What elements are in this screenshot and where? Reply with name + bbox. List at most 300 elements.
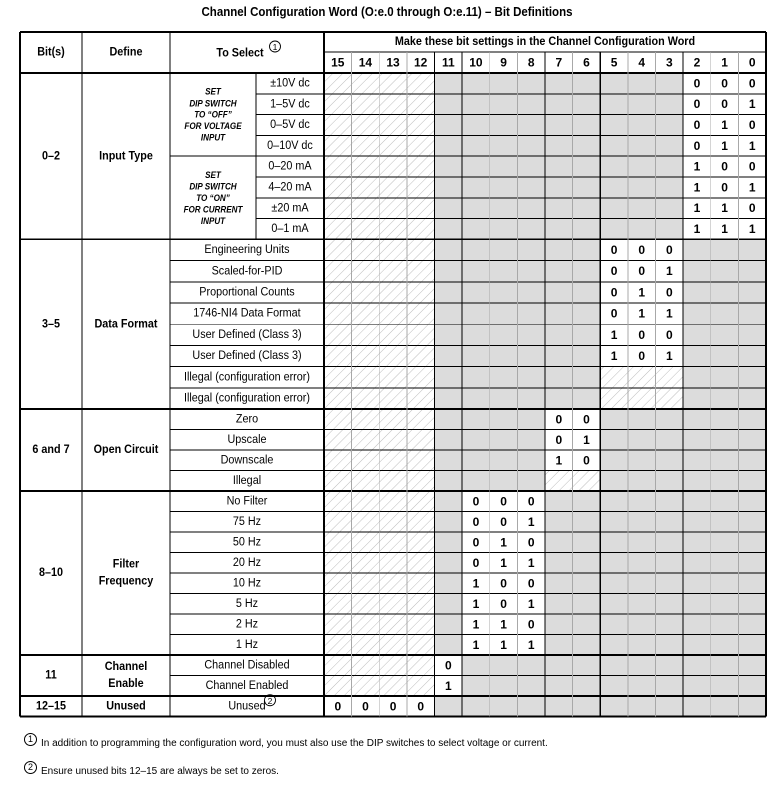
option-label: Scaled-for-PID: [211, 264, 283, 278]
bit-cell-fill: [435, 94, 463, 115]
option-label: No Filter: [226, 494, 268, 508]
bit-cell-fill: [683, 324, 711, 345]
option-label: ±10V dc: [270, 77, 310, 90]
bit-cell-fill: [628, 676, 656, 697]
bit-cell-fill: [517, 198, 545, 219]
bit-cell-fill: [352, 135, 380, 156]
bit-cell-fill: [407, 239, 435, 260]
bit-cell-fill: [600, 73, 628, 94]
bit-cell-fill: [324, 345, 352, 366]
bit-cell-fill: [656, 367, 684, 388]
bit-cell-fill: [379, 471, 407, 492]
bit-cell-fill: [656, 156, 684, 177]
group-define-label: Frequency: [98, 575, 154, 588]
header-bits: Bit(s): [37, 46, 65, 59]
bit-cell-fill: [683, 282, 711, 303]
dip-switch-note: FOR CURRENT: [183, 204, 243, 215]
bit-value: 1: [555, 453, 563, 468]
option-label: 10 Hz: [232, 576, 262, 590]
header-bit-number: 15: [331, 55, 345, 70]
bit-cell-fill: [352, 303, 380, 324]
bit-cell-fill: [711, 282, 739, 303]
bit-cell-fill: [517, 156, 545, 177]
bit-cell-fill: [683, 696, 711, 717]
bit-cell-fill: [628, 696, 656, 717]
bit-cell-fill: [435, 696, 463, 717]
bit-cell-fill: [517, 345, 545, 366]
bit-cell-fill: [517, 676, 545, 697]
bit-cell-fill: [573, 115, 601, 136]
group-bits-label: 12–15: [35, 699, 67, 713]
bit-cell-fill: [352, 282, 380, 303]
bit-cell-fill: [656, 676, 684, 697]
bit-cell-fill: [324, 430, 352, 451]
bit-cell-fill: [324, 261, 352, 282]
bit-cell-fill: [407, 219, 435, 240]
bit-cell-fill: [352, 73, 380, 94]
bit-value: 0: [693, 138, 701, 153]
bit-value: 0: [500, 514, 507, 529]
bit-cell-fill: [462, 282, 490, 303]
bit-cell-fill: [435, 177, 463, 198]
bit-cell-fill: [352, 573, 380, 594]
bit-cell-fill: [738, 553, 766, 574]
bit-cell-fill: [462, 94, 490, 115]
bit-cell-fill: [656, 573, 684, 594]
bit-value: 0: [610, 285, 618, 300]
bit-cell-fill: [352, 324, 380, 345]
bit-cell-fill: [573, 512, 601, 533]
bit-cell-fill: [545, 177, 573, 198]
bit-cell-fill: [656, 94, 684, 115]
bit-value: 0: [500, 576, 507, 591]
bit-cell-fill: [352, 635, 380, 656]
bit-cell-fill: [711, 532, 739, 553]
bit-cell-fill: [738, 532, 766, 553]
bit-cell-fill: [656, 532, 684, 553]
option-label: 4–20 mA: [268, 181, 312, 194]
bit-cell-fill: [628, 135, 656, 156]
bit-cell-fill: [462, 430, 490, 451]
bit-cell-fill: [324, 635, 352, 656]
bit-cell-fill: [407, 450, 435, 471]
bit-value: 1: [693, 222, 701, 236]
bit-cell-fill: [628, 573, 656, 594]
dip-switch-note: INPUT: [200, 215, 226, 227]
bit-cell-fill: [462, 696, 490, 717]
bit-cell-fill: [683, 430, 711, 451]
bit-cell-fill: [435, 73, 463, 94]
bit-value: 1: [721, 138, 728, 153]
option-label: Channel Disabled: [204, 658, 290, 672]
header-to-select: To Select: [216, 47, 264, 60]
header-bit-number: 10: [469, 55, 483, 70]
bit-cell-fill: [711, 388, 739, 409]
option-label: Proportional Counts: [199, 286, 295, 299]
bit-cell-fill: [324, 450, 352, 471]
bit-value: 0: [555, 432, 563, 447]
bit-cell-fill: [462, 409, 490, 430]
option-label: 1746-NI4 Data Format: [193, 307, 301, 320]
bit-cell-fill: [379, 177, 407, 198]
bit-cell-fill: [573, 73, 601, 94]
bit-cell-fill: [545, 115, 573, 136]
bit-cell-fill: [379, 614, 407, 635]
bit-cell-fill: [462, 303, 490, 324]
bit-cell-fill: [738, 239, 766, 260]
bit-cell-fill: [352, 94, 380, 115]
option-label: ±20 mA: [271, 201, 309, 215]
bit-cell-fill: [407, 553, 435, 574]
bit-cell-fill: [407, 177, 435, 198]
bit-cell-fill: [656, 73, 684, 94]
bit-cell-fill: [738, 282, 766, 303]
bit-value: 1: [748, 97, 756, 112]
bit-cell-fill: [738, 324, 766, 345]
bit-cell-fill: [600, 198, 628, 219]
bit-cell-fill: [517, 282, 545, 303]
bit-cell-fill: [435, 282, 463, 303]
bit-value: 0: [417, 699, 425, 714]
bit-cell-fill: [711, 345, 739, 366]
bit-cell-fill: [600, 409, 628, 430]
bit-cell-fill: [435, 198, 463, 219]
header-bit-number: 12: [414, 55, 428, 70]
bit-cell-fill: [738, 303, 766, 324]
option-label: 1 Hz: [235, 638, 259, 652]
bit-cell-fill: [490, 156, 518, 177]
bit-cell-fill: [462, 367, 490, 388]
bit-cell-fill: [517, 655, 545, 676]
bit-cell-fill: [628, 635, 656, 656]
bit-cell-fill: [352, 614, 380, 635]
bit-cell-fill: [545, 512, 573, 533]
bit-cell-fill: [600, 450, 628, 471]
bit-cell-fill: [490, 73, 518, 94]
bit-cell-fill: [545, 553, 573, 574]
note-marker-1: 1: [272, 42, 278, 52]
bit-cell-fill: [711, 261, 739, 282]
bit-cell-fill: [324, 491, 352, 512]
bit-cell-fill: [379, 135, 407, 156]
header-bit-number: 2: [693, 55, 701, 70]
bit-cell-fill: [711, 594, 739, 615]
header-define: Define: [109, 46, 143, 59]
bit-cell-fill: [407, 135, 435, 156]
bit-cell-fill: [517, 450, 545, 471]
bit-cell-fill: [738, 345, 766, 366]
bit-cell-fill: [600, 573, 628, 594]
bit-cell-fill: [517, 73, 545, 94]
bit-cell-fill: [573, 635, 601, 656]
footnote-1: [26, 734, 548, 750]
header-bit-number: 1: [721, 55, 728, 70]
bit-cell-fill: [656, 177, 684, 198]
group-bits-label: 0–2: [41, 149, 61, 163]
bit-cell-fill: [435, 303, 463, 324]
bit-cell-fill: [407, 198, 435, 219]
group-define-label: Open Circuit: [93, 443, 159, 457]
bit-value: 1: [721, 118, 728, 132]
bit-cell-fill: [490, 198, 518, 219]
option-label: User Defined (Class 3): [192, 349, 302, 363]
bit-cell-fill: [656, 512, 684, 533]
bit-cell-fill: [545, 471, 573, 492]
option-label: Illegal (configuration error): [184, 370, 310, 384]
bit-value: 1: [638, 306, 646, 321]
dip-switch-note: SET: [205, 86, 221, 97]
bit-cell-fill: [462, 676, 490, 697]
bit-cell-fill: [656, 430, 684, 451]
bit-cell-fill: [379, 324, 407, 345]
bit-value: 0: [693, 97, 701, 112]
bit-value: 0: [638, 349, 646, 363]
bit-cell-fill: [379, 156, 407, 177]
bit-cell-fill: [628, 430, 656, 451]
option-label: User Defined (Class 3): [192, 328, 302, 342]
bit-value: 1: [693, 180, 701, 195]
bit-cell-fill: [628, 450, 656, 471]
bit-cell-fill: [656, 219, 684, 240]
bit-cell-fill: [628, 512, 656, 533]
bit-cell-fill: [711, 614, 739, 635]
bit-cell-fill: [379, 512, 407, 533]
bit-cell-fill: [435, 553, 463, 574]
bit-cell-fill: [379, 282, 407, 303]
bit-cell-fill: [656, 471, 684, 492]
option-label: Unused: [228, 699, 266, 713]
header-bit-number: 7: [555, 55, 563, 70]
bit-cell-fill: [352, 553, 380, 574]
bit-cell-fill: [738, 388, 766, 409]
bit-cell-fill: [600, 471, 628, 492]
bit-cell-fill: [600, 388, 628, 409]
bit-cell-fill: [683, 573, 711, 594]
bit-cell-fill: [545, 532, 573, 553]
bit-cell-fill: [435, 156, 463, 177]
bit-value: 0: [748, 159, 756, 174]
bit-cell-fill: [324, 282, 352, 303]
bit-cell-fill: [683, 532, 711, 553]
bit-cell-fill: [407, 156, 435, 177]
bit-cell-fill: [352, 219, 380, 240]
bit-cell-fill: [352, 367, 380, 388]
bit-value: 0: [693, 118, 701, 132]
bit-cell-fill: [352, 115, 380, 136]
bit-cell-fill: [738, 676, 766, 697]
bit-cell-fill: [462, 177, 490, 198]
bit-cell-fill: [573, 177, 601, 198]
bit-cell-fill: [490, 655, 518, 676]
bit-cell-fill: [711, 471, 739, 492]
bit-cell-fill: [517, 94, 545, 115]
bit-cell-fill: [683, 409, 711, 430]
bit-value: 1: [527, 514, 535, 529]
bit-value: 0: [721, 76, 728, 91]
bit-cell-fill: [628, 614, 656, 635]
bit-cell-fill: [600, 367, 628, 388]
bit-cell-fill: [738, 491, 766, 512]
bit-cell-fill: [324, 73, 352, 94]
bit-cell-fill: [545, 594, 573, 615]
bit-cell-fill: [435, 594, 463, 615]
bit-cell-fill: [435, 450, 463, 471]
bit-cell-fill: [517, 239, 545, 260]
bit-value: 0: [610, 243, 618, 257]
bit-value: 1: [472, 637, 480, 652]
bit-cell-fill: [517, 696, 545, 717]
bit-value: 1: [610, 327, 618, 342]
bit-value: 0: [693, 76, 701, 91]
bit-value: 0: [472, 514, 480, 529]
bit-cell-fill: [573, 135, 601, 156]
bit-cell-fill: [600, 177, 628, 198]
bit-cell-fill: [683, 303, 711, 324]
group-define-label: Filter: [112, 558, 140, 571]
bit-cell-fill: [711, 573, 739, 594]
bit-cell-fill: [628, 491, 656, 512]
option-label: Illegal: [232, 474, 262, 488]
bit-cell-fill: [407, 491, 435, 512]
bit-cell-fill: [573, 94, 601, 115]
bit-cell-fill: [656, 450, 684, 471]
bit-cell-fill: [435, 614, 463, 635]
bit-value: 1: [693, 201, 701, 216]
bit-cell-fill: [379, 553, 407, 574]
bit-cell-fill: [490, 430, 518, 451]
bit-cell-fill: [490, 239, 518, 260]
bit-cell-fill: [435, 409, 463, 430]
bit-cell-fill: [407, 471, 435, 492]
bit-cell-fill: [683, 471, 711, 492]
bit-cell-fill: [628, 594, 656, 615]
bit-value: 0: [527, 617, 535, 632]
bit-cell-fill: [379, 676, 407, 697]
bit-value: 0: [472, 555, 480, 570]
bit-cell-fill: [628, 198, 656, 219]
bit-cell-fill: [656, 614, 684, 635]
bit-cell-fill: [545, 282, 573, 303]
bit-cell-fill: [435, 430, 463, 451]
bit-cell-fill: [490, 282, 518, 303]
bit-cell-fill: [407, 282, 435, 303]
footnote-marker: 1: [24, 733, 37, 746]
bit-cell-fill: [738, 614, 766, 635]
bit-cell-fill: [683, 676, 711, 697]
bit-cell-fill: [545, 303, 573, 324]
bit-cell-fill: [738, 471, 766, 492]
bit-cell-fill: [324, 553, 352, 574]
bit-cell-fill: [711, 676, 739, 697]
bit-value: 1: [748, 222, 756, 236]
bit-cell-fill: [324, 156, 352, 177]
bit-cell-fill: [656, 491, 684, 512]
bit-cell-fill: [324, 303, 352, 324]
bit-value: 0: [665, 285, 673, 300]
bit-cell-fill: [573, 324, 601, 345]
bit-value: 0: [721, 180, 728, 195]
bit-cell-fill: [545, 239, 573, 260]
bit-cell-fill: [352, 156, 380, 177]
option-label: 50 Hz: [232, 535, 262, 549]
bit-cell-fill: [435, 135, 463, 156]
dip-switch-note: TO “OFF”: [194, 109, 232, 120]
bit-cell-fill: [352, 450, 380, 471]
bit-cell-fill: [545, 655, 573, 676]
bit-cell-fill: [490, 388, 518, 409]
bit-cell-fill: [573, 553, 601, 574]
bit-cell-fill: [738, 573, 766, 594]
option-label: 0–5V dc: [270, 118, 310, 132]
note-marker-2: 2: [267, 695, 273, 706]
option-label: 2 Hz: [235, 617, 259, 631]
bit-cell-fill: [490, 471, 518, 492]
bit-cell-fill: [656, 198, 684, 219]
bit-cell-fill: [738, 261, 766, 282]
bit-cell-fill: [490, 345, 518, 366]
bit-cell-fill: [352, 261, 380, 282]
bit-cell-fill: [711, 450, 739, 471]
bit-value: 0: [527, 576, 535, 591]
bit-cell-fill: [573, 282, 601, 303]
header-bit-number: 6: [583, 55, 590, 70]
option-label: Engineering Units: [204, 243, 290, 257]
bit-cell-fill: [628, 471, 656, 492]
bit-cell-fill: [545, 156, 573, 177]
bit-cell-fill: [573, 156, 601, 177]
bit-cell-fill: [545, 94, 573, 115]
group-define-label: Channel: [104, 660, 148, 674]
bit-cell-fill: [352, 512, 380, 533]
bit-cell-fill: [490, 696, 518, 717]
bit-cell-fill: [462, 219, 490, 240]
bit-cell-fill: [352, 532, 380, 553]
bit-cell-fill: [628, 73, 656, 94]
bit-cell-fill: [683, 450, 711, 471]
bit-cell-fill: [379, 345, 407, 366]
bit-cell-fill: [379, 388, 407, 409]
bit-value: 1: [665, 264, 673, 279]
bit-cell-fill: [435, 345, 463, 366]
bit-cell-fill: [517, 471, 545, 492]
bit-cell-fill: [600, 655, 628, 676]
bit-value: 0: [500, 596, 507, 611]
bit-cell-fill: [379, 94, 407, 115]
option-label: 75 Hz: [232, 515, 262, 529]
bit-value: 1: [472, 596, 480, 611]
bit-value: 1: [610, 349, 618, 363]
bit-cell-fill: [379, 573, 407, 594]
bit-cell-fill: [324, 409, 352, 430]
option-label: Channel Enabled: [205, 679, 289, 693]
bit-value: 0: [527, 494, 535, 509]
bit-value: 1: [500, 535, 507, 550]
bit-cell-fill: [711, 553, 739, 574]
bit-cell-fill: [407, 115, 435, 136]
bit-cell-fill: [407, 676, 435, 697]
bit-cell-fill: [711, 635, 739, 656]
bit-cell-fill: [517, 388, 545, 409]
bit-value: 1: [500, 637, 507, 652]
bit-cell-fill: [711, 430, 739, 451]
bit-cell-fill: [600, 676, 628, 697]
bit-cell-fill: [435, 367, 463, 388]
bit-cell-fill: [435, 471, 463, 492]
bit-cell-fill: [407, 614, 435, 635]
bit-cell-fill: [600, 553, 628, 574]
bit-cell-fill: [573, 261, 601, 282]
bit-cell-fill: [462, 655, 490, 676]
